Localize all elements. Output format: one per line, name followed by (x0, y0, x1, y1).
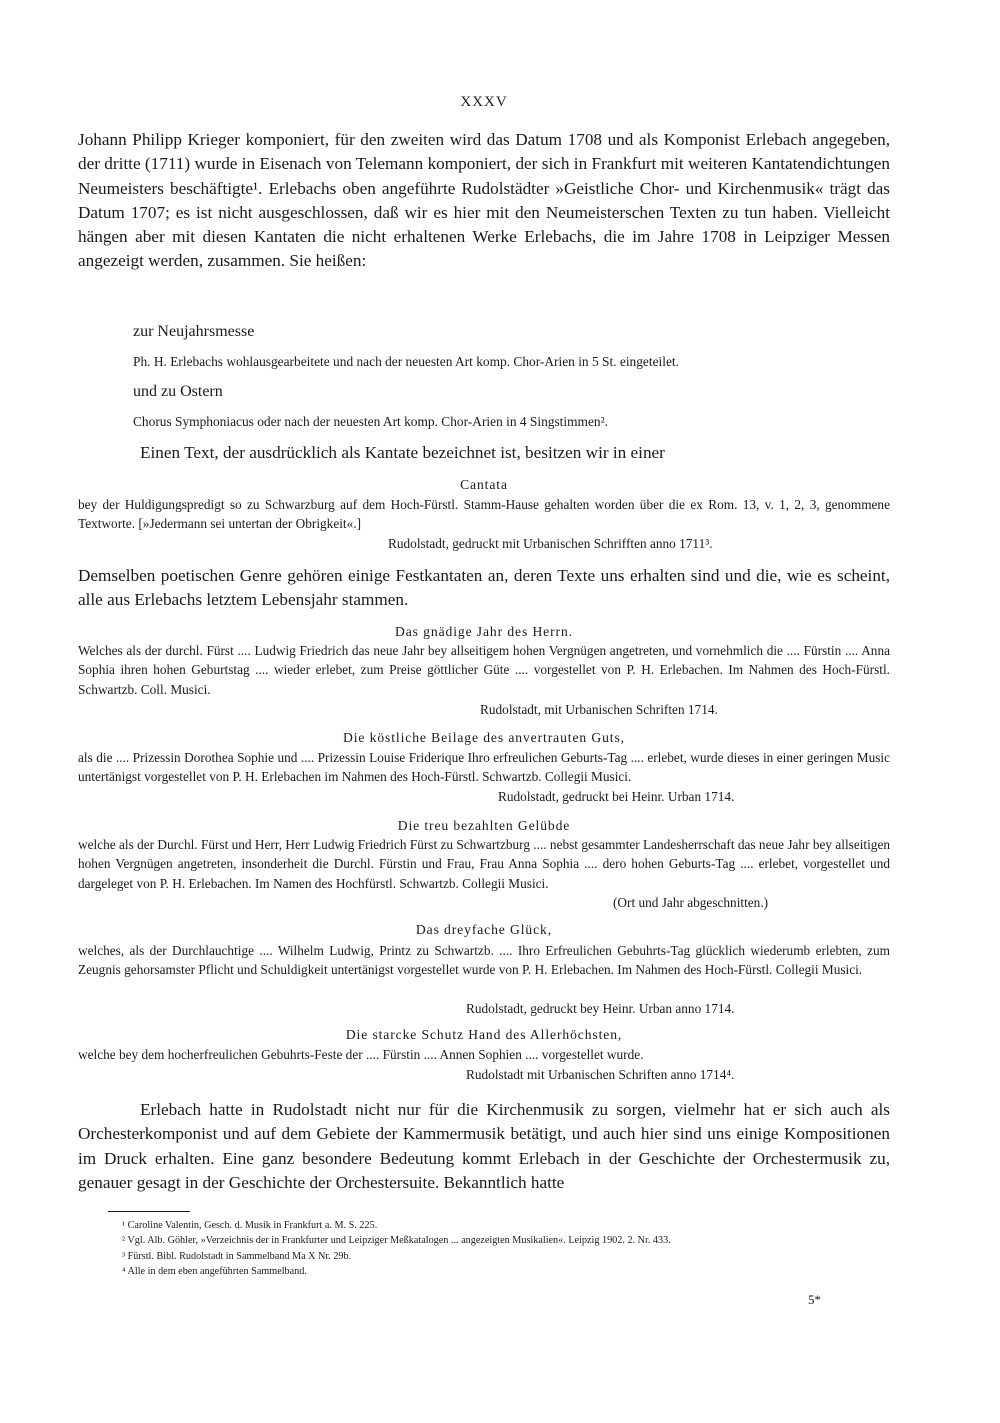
entry-5-text: welche bey dem hocherfreulichen Gebuhrts-Feste der .... Fürstin .... Annen Sophien .... vorgestellet wurde. (78, 1047, 644, 1062)
signature-mark: 5* (808, 1292, 821, 1307)
mass1-title: Ph. H. Erlebachs wohlausgearbeitete und nach der neuesten Art komp. Chor-Arien in 5 St. eingeteilet. (133, 354, 679, 369)
entry-2-text: als die .... Prizessin Dorothea Sophie und .... Prizessin Louise Friderique Ihro erfreulichen Geburts-Tag .... erlebet, wurde dieses in einer geringen Music untertänigst vorgestellet von P. H. Erlebachen im Nahmen des Hoch-Fürstl. Schwartzb. Collegii Musici. (78, 750, 890, 785)
paragraph-1-text: Johann Philipp Krieger komponiert, für den zweiten wird das Datum 1708 und als Komponist Erlebach angegeben, der dritte (1711) wurde in Eisenach von Telemann komponiert, der sich in Frankfurt mit weiteren Kantatendichtungen Neumeisters beschäftigte¹. Erlebachs oben angeführte Rudolstädter »Geistliche Chor- und Kirchenmusik« trägt das Datum 1707; es ist nicht ausgeschlossen, daß wir es hier mit den Neumeisterschen Texten zu tun haben. Vielleicht hängen aber mit diesen Kantaten die nicht erhaltenen Werke Erlebachs, die im Jahre 1708 in Leipziger Messen angezeigt werden, zusammen. Sie heißen: (78, 130, 890, 271)
page-number: XXXV (460, 94, 508, 110)
entry-5-title: Die starcke Schutz Hand des Allerhöchsten, (345, 1027, 623, 1042)
entry-2 (78, 748, 890, 804)
mass2-label: und zu Ostern (133, 383, 223, 400)
paragraph-1 (78, 128, 890, 274)
entry-3-title: Die treu bezahlten Gelübde (397, 818, 571, 833)
footnote-3: ³ Fürstl. Bibl. Rudolstadt in Sammelband Ma X Nr. 29b. (122, 1250, 352, 1262)
entry-1 (78, 641, 890, 717)
entry-4 (78, 941, 890, 1016)
cantata-entry (78, 495, 890, 551)
paragraph-3: Demselben poetischen Genre gehören einige Festkantaten an, deren Texte uns erhalten sind und die, wie es scheint, alle aus Erlebachs letztem Lebensjahr stammen. (78, 566, 890, 610)
document-page (78, 0, 890, 1423)
footnote-1: ¹ Caroline Valentin, Gesch. d. Musik in Frankfurt a. M. S. 225. (122, 1220, 378, 1231)
entry-5-place: Rudolstadt mit Urbanischen Schriften anno 1714⁴. (466, 1067, 735, 1082)
paragraph-2: Einen Text, der ausdrücklich als Kantate bezeichnet ist, besitzen wir in einer (140, 443, 665, 462)
entry-3-text: welche als der Durchl. Fürst und Herr, Herr Ludwig Friedrich Fürst zu Schwartzburg .... nebst gesammter Landesherrschaft das neue Jahr bey allseitigen hohen Vergnügen angetreten, insonderheit die Durchl. Fürstin und Frau, Frau Anna Sophia .... dero hohen Geburts-Tag .... erlebet, vorgestellet und dargeleget von P. H. Erlebachen. Im Namen des Hochfürstl. Schwartzb. Collegii Musici. (78, 837, 890, 891)
entry-2-place: Rudolstadt, gedruckt bei Heinr. Urban 1714. (498, 789, 735, 804)
entry-4-text: welches, als der Durchlauchtige .... Wilhelm Ludwig, Printz zu Schwartzb. .... Ihro Erfreulichen Gebuhrts-Tag glücklich wiederumb erlebten, zum Zeugnis gehorsamster Pflicht und Schuldigkeit untertänigst vorgestellet wurde von P. H. Erlebachen. Im Nahmen des Hoch-Fürstl. Collegii Musici. (78, 943, 890, 978)
entry-1-text: Welches als der durchl. Fürst .... Ludwig Friedrich das neue Jahr bey allseitigem hohen Vergnügen angetreten, und vornehmlich die .... Fürstin .... Anna Sophia ihren hohen Geburtstag .... wieder erlebet, zum Preise göttlicher Güte .... vorgestellet von P. H. Erlebachen. Im Nahmen des Hoch-Fürstl. Schwartzb. Coll. Musici. (78, 643, 890, 697)
entry-3-place: (Ort und Jahr abgeschnitten.) (613, 895, 769, 910)
cantata-title: Cantata (460, 477, 508, 492)
entry-1-place: Rudolstadt, mit Urbanischen Schriften 1714. (480, 702, 718, 717)
entry-5 (78, 1045, 890, 1082)
mass2-title: Chorus Symphoniacus oder nach der neuesten Art komp. Chor-Arien in 4 Singstimmen². (133, 414, 608, 429)
footnote-2: ² Vgl. Alb. Göhler, »Verzeichnis der in Frankfurter und Leipziger Meßkatalogen ... angezeigten Musikalien«. Leipzig 1902. 2. Nr. 433. (122, 1235, 671, 1247)
mass1-label: zur Neujahrsmesse (133, 323, 255, 340)
cantata-place: Rudolstadt, gedruckt mit Urbanischen Schrifften anno 1711³. (388, 536, 713, 551)
paragraph-4-text: Erlebach hatte in Rudolstadt nicht nur für die Kirchenmusik zu sorgen, vielmehr hat er sich auch als Orchesterkomponist und auf dem Gebiete der Kammermusik betätigt, und auch hier sind uns einige Kompositionen im Druck erhalten. Eine ganz besondere Bedeutung kommt Erlebach in der Geschichte der Orchestermusik zu, genauer gesagt in der Geschichte der Orchestersuite. Bekanntlich hatte (78, 1100, 890, 1192)
footnote-rule (108, 1211, 190, 1212)
footnote-4: ⁴ Alle in dem eben angeführten Sammelband. (122, 1266, 307, 1278)
footnotes (122, 1218, 922, 1280)
entry-4-title: Das dreyfache Glück, (415, 922, 553, 937)
cantata-text: bey der Huldigungspredigt so zu Schwarzburg auf dem Hoch-Fürstl. Stamm-Hause gehalten worden über die ex Rom. 13, v. 1, 2, 3, genommene Textworte. [»Jedermann sei untertan der Obrigkeit«.] (78, 497, 890, 532)
paragraph-4 (78, 1098, 890, 1195)
entry-3 (78, 835, 890, 910)
entry-4-place: Rudolstadt, gedruckt bey Heinr. Urban anno 1714. (466, 1001, 735, 1016)
entry-2-title: Die köstliche Beilage des anvertrauten Guts, (343, 730, 625, 745)
entry-1-title: Das gnädige Jahr des Herrn. (395, 624, 573, 639)
